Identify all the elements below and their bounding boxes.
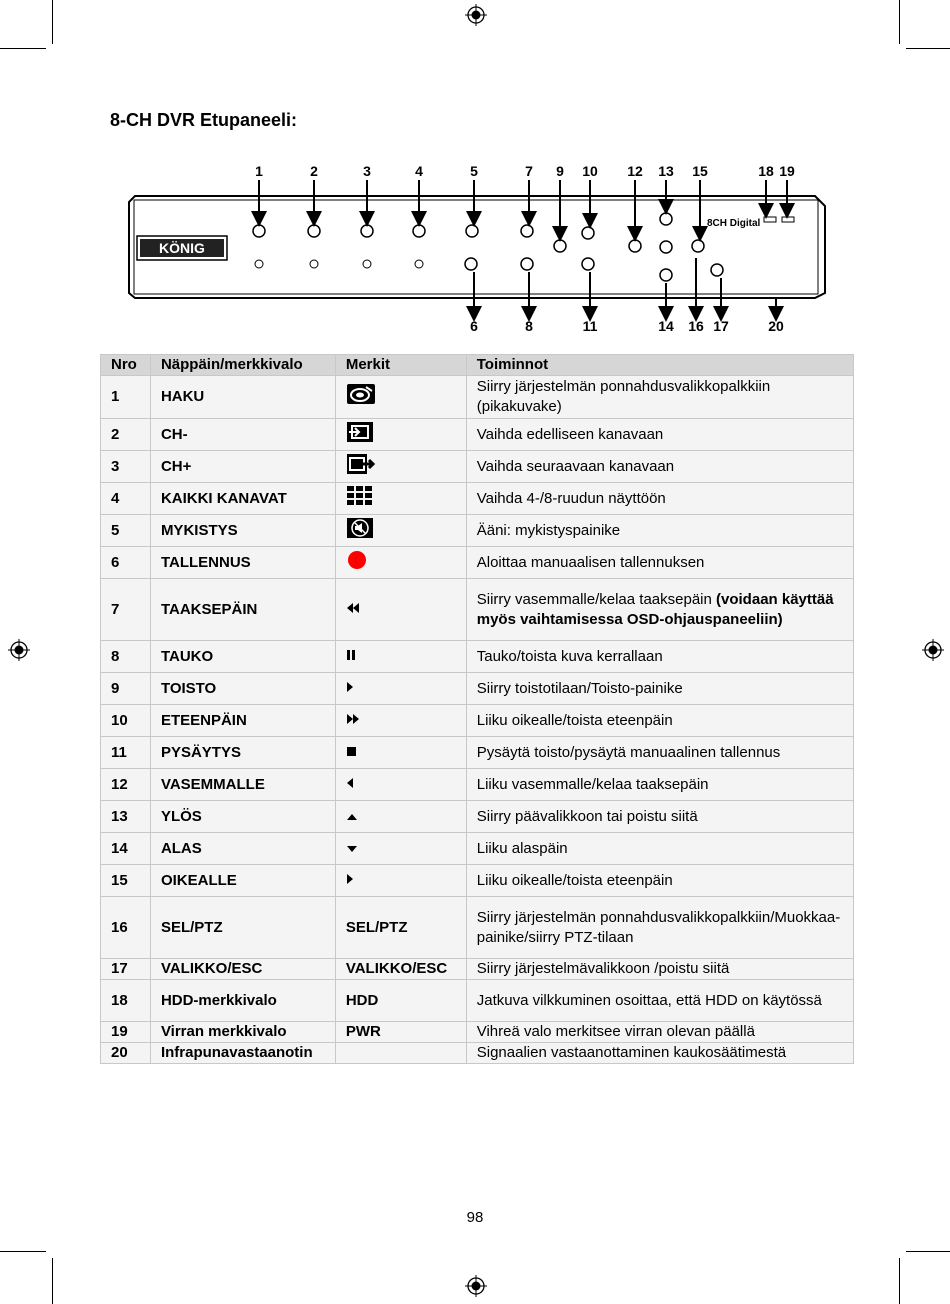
row-number: 11	[101, 737, 151, 769]
symbol-cell	[335, 673, 466, 705]
function-description	[466, 673, 853, 705]
table-row	[101, 515, 854, 547]
callout-number: 9	[556, 163, 564, 179]
row-number: 6	[101, 547, 151, 579]
grid-icon	[346, 485, 374, 513]
function-text: Ääni: mykistyspainike	[476, 521, 621, 539]
function-text: Vaihda seuraavaan kanavaan	[476, 457, 675, 475]
key-name: HAKU	[150, 376, 335, 419]
row-number: 7	[101, 579, 151, 641]
function-text: Siirry vasemmalle/kelaa taaksepäin	[476, 590, 712, 608]
key-name: ALAS	[150, 833, 335, 865]
registration-mark-icon	[465, 1275, 487, 1297]
function-text: Liiku oikealle/toista eteenpäin	[476, 711, 673, 729]
function-description	[466, 641, 853, 673]
crop-mark	[906, 48, 950, 49]
key-name: TAAKSEPÄIN	[150, 579, 335, 641]
page-title: 8-CH DVR Etupaneeli:	[110, 110, 298, 130]
symbol-cell	[335, 705, 466, 737]
function-description	[466, 419, 853, 451]
callout-number: 3	[363, 163, 371, 179]
key-name: CH-	[150, 419, 335, 451]
function-text: Liiku oikealle/toista eteenpäin	[476, 871, 673, 889]
callout-number: 6	[470, 318, 478, 334]
function-description	[466, 376, 853, 419]
key-name: TOISTO	[150, 673, 335, 705]
dvr-front-panel-diagram	[125, 158, 830, 338]
symbol-text: HDD	[335, 980, 466, 1022]
function-text: Pysäytä toisto/pysäytä manuaalinen tallennus	[476, 743, 781, 761]
function-description	[466, 547, 853, 579]
row-number: 15	[101, 865, 151, 897]
crop-mark	[0, 1251, 46, 1252]
model-label: 8CH Digital	[707, 218, 761, 229]
function-text: Jatkuva vilkkuminen osoittaa, että HDD on käytössä	[476, 991, 822, 1009]
callout-number: 10	[582, 163, 598, 179]
symbol-cell	[335, 801, 466, 833]
key-name: TALLENNUS	[150, 547, 335, 579]
symbol-cell	[335, 451, 466, 483]
row-number: 13	[101, 801, 151, 833]
page-number: 98	[466, 1209, 484, 1226]
column-header-key: Näppäin/merkkivalo	[150, 355, 335, 376]
channel-up-icon	[346, 453, 376, 481]
callout-number: 19	[779, 163, 795, 179]
column-header-nro: Nro	[101, 355, 151, 376]
arrow-down-icon	[346, 839, 358, 859]
function-description	[466, 833, 853, 865]
function-description	[466, 705, 853, 737]
key-name: MYKISTYS	[150, 515, 335, 547]
callout-number: 2	[310, 163, 318, 179]
callout-number: 12	[627, 163, 643, 179]
table-row	[101, 705, 854, 737]
key-name: KAIKKI KANAVAT	[150, 483, 335, 515]
mute-icon	[346, 517, 374, 545]
channel-down-icon	[346, 421, 374, 449]
arrow-up-icon	[346, 807, 358, 827]
symbol-cell	[335, 833, 466, 865]
symbol-cell	[335, 419, 466, 451]
table-row	[101, 483, 854, 515]
function-description	[466, 865, 853, 897]
key-name: Virran merkkivalo	[150, 1022, 335, 1043]
symbol-cell	[335, 547, 466, 579]
key-name: Infrapunavastaanotin	[150, 1043, 335, 1064]
search-dial-icon	[346, 383, 376, 411]
button-spec-table	[100, 354, 854, 1064]
function-note: (voidaan käyttää myös vaihtamisessa OSD-ohjauspaneeliin)	[476, 590, 834, 628]
callout-number: 4	[415, 163, 423, 179]
brand-logo: KÖNIG	[159, 240, 205, 256]
table-row	[101, 1022, 854, 1043]
table-row	[101, 451, 854, 483]
arrow-left-icon	[346, 775, 354, 795]
function-description	[466, 769, 853, 801]
symbol-text: VALIKKO/ESC	[335, 959, 466, 980]
key-name: VALIKKO/ESC	[150, 959, 335, 980]
symbol-cell	[335, 515, 466, 547]
table-row	[101, 980, 854, 1022]
column-header-function: Toiminnot	[466, 355, 853, 376]
function-text: Vaihda 4-/8-ruudun näyttöön	[476, 489, 666, 507]
function-text: Siirry päävalikkoon tai poistu siitä	[476, 807, 698, 825]
pause-icon	[346, 647, 356, 667]
table-row	[101, 376, 854, 419]
callout-number: 7	[525, 163, 533, 179]
table-row	[101, 419, 854, 451]
row-number: 1	[101, 376, 151, 419]
function-description	[466, 579, 853, 641]
callout-number: 14	[658, 318, 674, 334]
play-icon	[346, 679, 354, 699]
function-description	[466, 897, 853, 959]
callout-number: 8	[525, 318, 533, 334]
key-name: HDD-merkkivalo	[150, 980, 335, 1022]
row-number: 5	[101, 515, 151, 547]
row-number: 17	[101, 959, 151, 980]
table-row	[101, 641, 854, 673]
function-description	[466, 737, 853, 769]
column-header-symbol: Merkit	[335, 355, 466, 376]
function-text: Liiku vasemmalle/kelaa taaksepäin	[476, 775, 709, 793]
row-number: 9	[101, 673, 151, 705]
function-description	[466, 801, 853, 833]
row-number: 14	[101, 833, 151, 865]
key-name: PYSÄYTYS	[150, 737, 335, 769]
function-description	[466, 980, 853, 1022]
function-text: Liiku alaspäin	[476, 839, 568, 857]
callout-number: 15	[692, 163, 708, 179]
key-name: YLÖS	[150, 801, 335, 833]
table-row	[101, 579, 854, 641]
symbol-cell	[335, 641, 466, 673]
table-row	[101, 959, 854, 980]
crop-mark	[899, 0, 900, 44]
crop-mark	[0, 48, 46, 49]
row-number: 20	[101, 1043, 151, 1064]
callout-number: 1	[255, 163, 263, 179]
function-text: Siirry järjestelmän ponnahdusvalikkopalkkiin/Muokkaa-painike/siirry PTZ-tilaan	[476, 908, 841, 946]
callout-number: 11	[582, 318, 598, 334]
function-description	[466, 1022, 853, 1043]
function-text: Siirry toistotilaan/Toisto-painike	[476, 679, 683, 697]
row-number: 2	[101, 419, 151, 451]
row-number: 16	[101, 897, 151, 959]
function-text: Aloittaa manuaalisen tallennuksen	[476, 553, 705, 571]
stop-icon	[346, 743, 357, 763]
callout-number: 16	[688, 318, 704, 334]
row-number: 12	[101, 769, 151, 801]
fast-forward-icon	[346, 711, 360, 731]
callout-number: 17	[713, 318, 729, 334]
crop-mark	[52, 0, 53, 44]
symbol-cell	[335, 579, 466, 641]
symbol-text: SEL/PTZ	[335, 897, 466, 959]
row-number: 8	[101, 641, 151, 673]
table-row	[101, 1043, 854, 1064]
table-row	[101, 673, 854, 705]
table-row	[101, 737, 854, 769]
callout-number: 18	[758, 163, 774, 179]
function-text: Tauko/toista kuva kerrallaan	[476, 647, 663, 665]
key-name: TAUKO	[150, 641, 335, 673]
function-text: Vaihda edelliseen kanavaan	[476, 425, 664, 443]
symbol-cell	[335, 737, 466, 769]
symbol-text: PWR	[335, 1022, 466, 1043]
symbol-text	[335, 1043, 466, 1064]
table-row	[101, 769, 854, 801]
function-description	[466, 515, 853, 547]
row-number: 18	[101, 980, 151, 1022]
function-text: Vihreä valo merkitsee virran olevan päällä	[476, 1023, 755, 1040]
registration-mark-icon	[465, 4, 487, 26]
record-icon	[346, 549, 368, 577]
registration-mark-icon	[922, 639, 944, 661]
table-row	[101, 865, 854, 897]
function-text: Signaalien vastaanottaminen kaukosäätimestä	[476, 1044, 787, 1061]
table-body	[101, 376, 854, 1064]
key-name: SEL/PTZ	[150, 897, 335, 959]
table-row	[101, 801, 854, 833]
row-number: 19	[101, 1022, 151, 1043]
key-name: OIKEALLE	[150, 865, 335, 897]
symbol-cell	[335, 483, 466, 515]
crop-mark	[906, 1251, 950, 1252]
function-text: Siirry järjestelmän ponnahdusvalikkopalkkiin (pikakuvake)	[476, 378, 771, 415]
callout-number: 20	[768, 318, 784, 334]
key-name: CH+	[150, 451, 335, 483]
function-description	[466, 483, 853, 515]
key-name: VASEMMALLE	[150, 769, 335, 801]
row-number: 10	[101, 705, 151, 737]
symbol-cell	[335, 865, 466, 897]
function-text: Siirry järjestelmävalikkoon /poistu siitä	[476, 960, 730, 977]
function-description	[466, 451, 853, 483]
table-row	[101, 897, 854, 959]
symbol-cell	[335, 376, 466, 419]
callout-number: 13	[658, 163, 674, 179]
function-description	[466, 959, 853, 980]
key-name: ETEENPÄIN	[150, 705, 335, 737]
symbol-cell	[335, 769, 466, 801]
table-row	[101, 547, 854, 579]
crop-mark	[899, 1258, 900, 1304]
table-header-row	[101, 355, 854, 376]
arrow-right-icon	[346, 871, 354, 891]
row-number: 4	[101, 483, 151, 515]
callout-number: 5	[470, 163, 478, 179]
registration-mark-icon	[8, 639, 30, 661]
crop-mark	[52, 1258, 53, 1304]
rewind-icon	[346, 600, 360, 620]
function-description	[466, 1043, 853, 1064]
table-row	[101, 833, 854, 865]
row-number: 3	[101, 451, 151, 483]
